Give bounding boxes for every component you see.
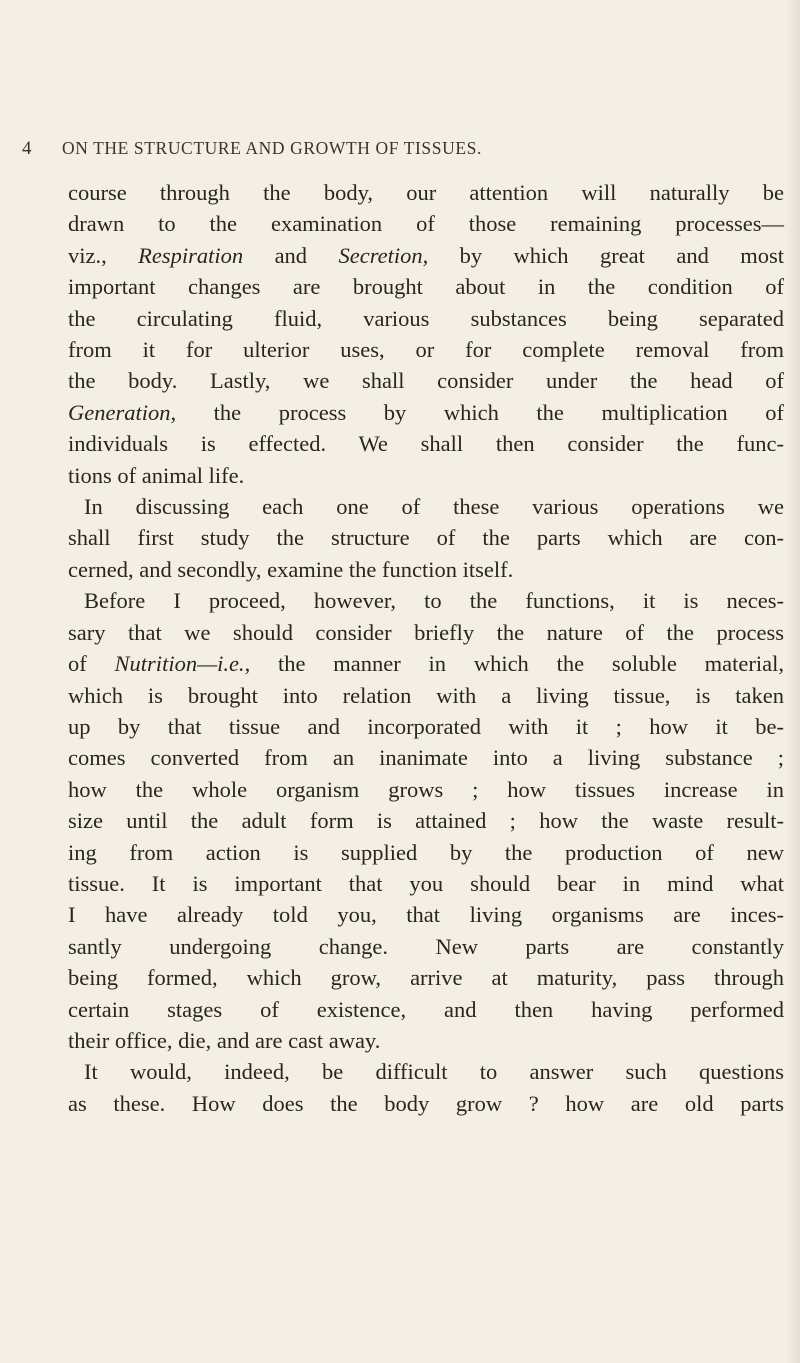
text-line: tissue. It is important that you should bear in mind what: [68, 870, 784, 896]
text-line: It would, indeed, be difficult to answer such questions: [84, 1059, 784, 1085]
text-line: Before I proceed, however, to the functions, it is neces-: [84, 588, 784, 614]
text-line: important changes are brought about in the condition of: [68, 274, 784, 300]
body-text: [68, 177, 784, 1119]
text-line: being formed, which grow, arrive at maturity, pass through: [68, 965, 784, 991]
text-line: course through the body, our attention will naturally be: [68, 180, 784, 205]
text-line: which is brought into relation with a living tissue, is taken: [68, 682, 784, 708]
page-number: 4: [22, 138, 33, 159]
text-line: the body. Lastly, we shall consider under the head of: [68, 368, 784, 394]
running-header: [22, 138, 722, 160]
text-line: as these. How does the body grow ? how are old parts: [68, 1090, 784, 1116]
text-line: how the whole organism grows ; how tissues increase in: [68, 776, 784, 802]
text-line: drawn to the examination of those remaining processes—: [68, 211, 784, 237]
text-line: In discussing each one of these various operations we: [84, 494, 784, 520]
text-line: up by that tissue and incorporated with it ; how it be-: [68, 713, 784, 739]
text-line: viz., Respiration and Secretion, by which great and most: [68, 242, 784, 268]
text-line: shall first study the structure of the parts which are con-: [68, 525, 784, 551]
italic-term: Nutrition—i.e.: [114, 651, 245, 677]
text-line: cerned, and secondly, examine the function itself.: [68, 556, 514, 582]
text-line: size until the adult form is attained ; how the waste result-: [68, 808, 784, 834]
text-line: ing from action is supplied by the production of new: [68, 839, 784, 865]
text-line: santly undergoing change. New parts are constantly: [68, 933, 784, 959]
italic-term: Secretion: [338, 242, 423, 268]
text-line: tions of animal life.: [68, 462, 245, 488]
text-line: their office, die, and are cast away.: [68, 1027, 381, 1053]
text-line: I have already told you, that living organisms are inces-: [68, 902, 784, 928]
text-line: individuals is effected. We shall then consider the func-: [68, 431, 784, 457]
text-line: comes converted from an inanimate into a living substance ;: [68, 745, 784, 771]
text-line: certain stages of existence, and then having performed: [68, 996, 784, 1022]
text-line: the circulating fluid, various substances being separated: [68, 305, 784, 331]
text-line: Generation, the process by which the multiplication of: [68, 399, 784, 425]
italic-term: Generation: [68, 399, 171, 425]
text-line: of Nutrition—i.e., the manner in which the soluble material,: [68, 651, 784, 677]
text-line: from it for ulterior uses, or for complete removal from: [68, 337, 784, 363]
text-line: sary that we should consider briefly the nature of the process: [68, 619, 784, 645]
italic-term: Respiration: [138, 242, 244, 268]
running-title: ON THE STRUCTURE AND GROWTH OF TISSUES.: [62, 138, 482, 158]
